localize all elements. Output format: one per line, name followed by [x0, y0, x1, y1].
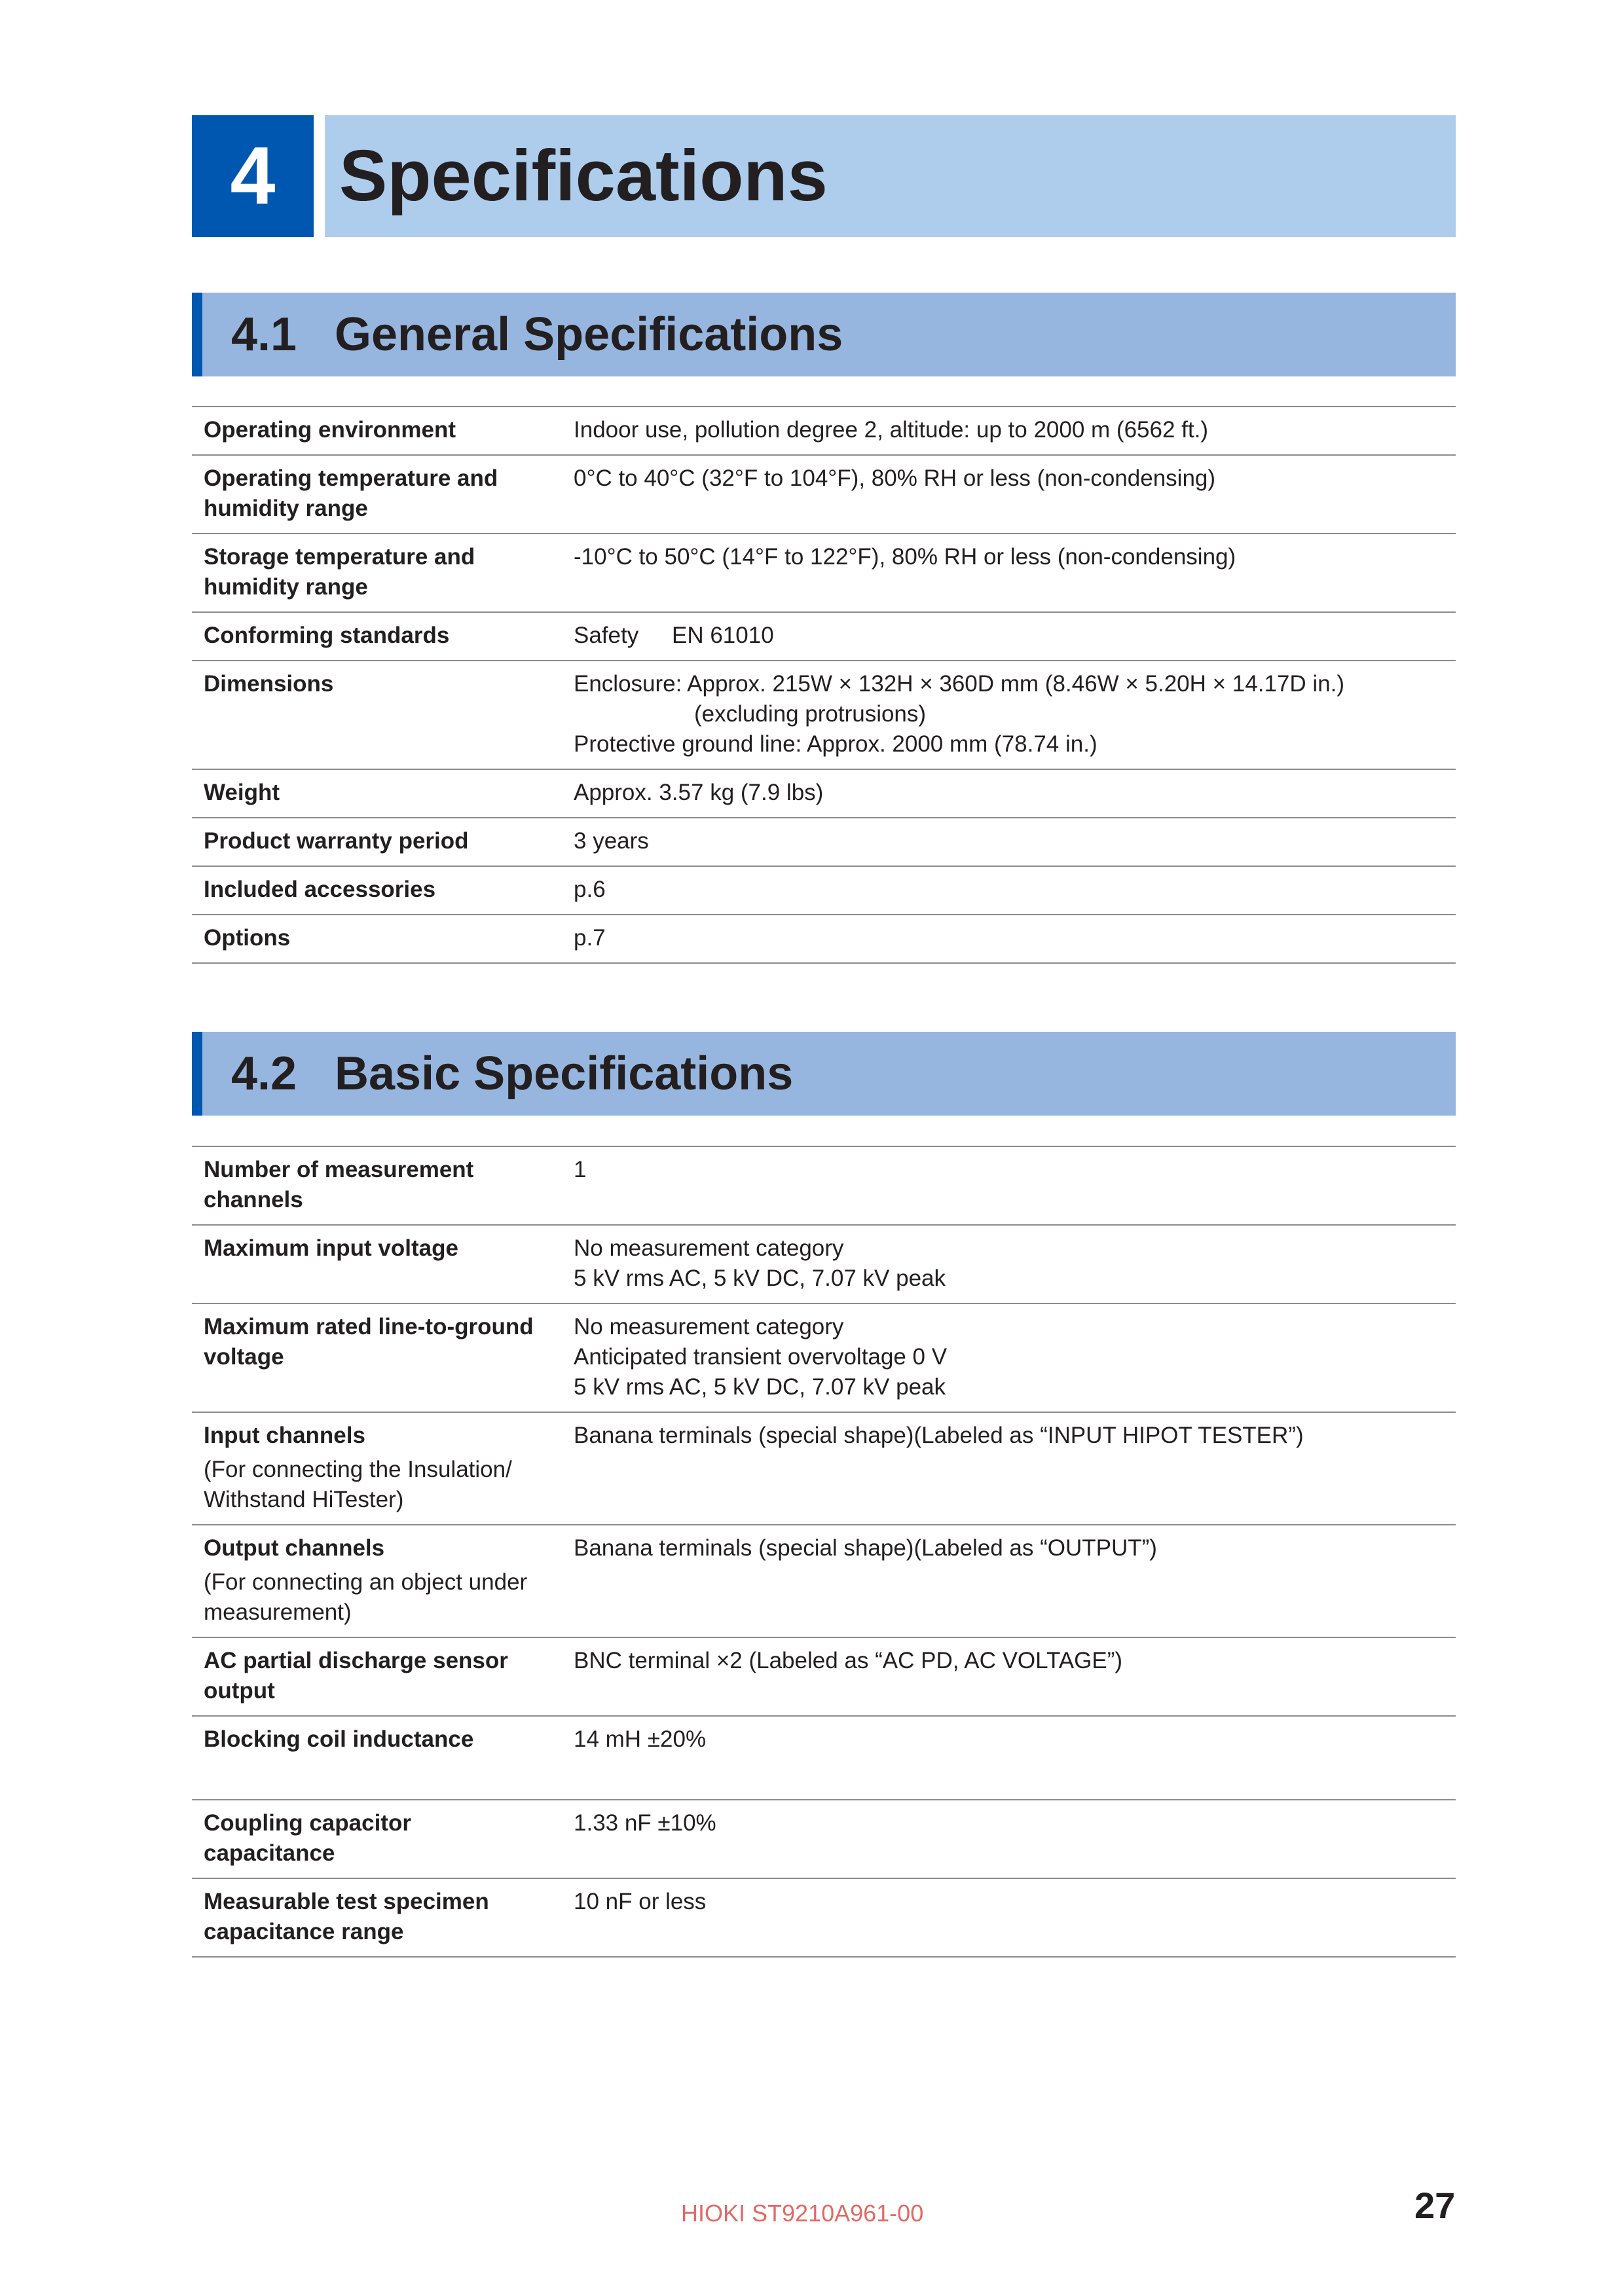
document-id: HIOKI ST9210A961-00 [681, 2200, 924, 2227]
spec-value: 10 nF or less [558, 1878, 1456, 1957]
spec-label: Conforming standards [192, 612, 558, 661]
spec-value: 3 years [558, 818, 1456, 866]
spec-label: AC partial discharge sensor output [192, 1637, 558, 1716]
table-row [192, 769, 1456, 818]
table-row [192, 661, 1456, 769]
table-row [192, 455, 1456, 534]
spec-label: Blocking coil inductance [192, 1716, 558, 1800]
spec-value: -10°C to 50°C (14°F to 122°F), 80% RH or less (non-condensing) [558, 534, 1456, 612]
spec-label: Operating environment [192, 407, 558, 455]
section-header-general [192, 293, 1456, 376]
spec-value-line: No measurement category [574, 1235, 844, 1261]
page-number: 27 [1414, 2185, 1456, 2226]
spec-label-note: (For connecting the Insulation/ Withstand HiTester) [204, 1457, 512, 1512]
table-row [192, 915, 1456, 963]
chapter-title: Specifications [339, 136, 828, 216]
spec-label: Options [192, 915, 558, 963]
dimensions-enclosure: Enclosure: Approx. 215W × 132H × 360D mm (8.46W × 5.20H × 14.17D in.) [574, 671, 1344, 697]
spec-label: Storage temperature and humidity range [192, 534, 558, 612]
spec-label-note: (For connecting an object under measurement) [204, 1569, 528, 1625]
section-accent-bar [192, 1032, 202, 1116]
spec-label: Coupling capacitor capacitance [192, 1800, 558, 1878]
section-title: General Specifications [335, 308, 843, 361]
chapter-title-band [325, 115, 1456, 237]
table-row [192, 1225, 1456, 1303]
basic-spec-table [192, 1146, 1456, 1958]
spec-label: Maximum input voltage [192, 1225, 558, 1303]
spec-label [192, 1525, 558, 1637]
spec-label-text: Input channels [204, 1423, 365, 1448]
table-row [192, 534, 1456, 612]
spec-label: Number of measurement channels [192, 1146, 558, 1225]
spec-value-link[interactable]: p.6 [558, 866, 1456, 915]
table-row [192, 1800, 1456, 1878]
standard-id: EN 61010 [672, 623, 774, 648]
standard-category: Safety [574, 623, 639, 648]
spec-value: 1 [558, 1146, 1456, 1225]
spec-value [558, 612, 1456, 661]
spec-value [558, 1303, 1456, 1412]
spec-value-line: 5 kV rms AC, 5 kV DC, 7.07 kV peak [574, 1374, 946, 1400]
spec-value: BNC terminal ×2 (Labeled as “AC PD, AC VOLTAGE”) [558, 1637, 1456, 1716]
table-row [192, 407, 1456, 455]
table-row [192, 612, 1456, 661]
spec-value: 0°C to 40°C (32°F to 104°F), 80% RH or less (non-condensing) [558, 455, 1456, 534]
table-row [192, 866, 1456, 915]
table-row [192, 818, 1456, 866]
dimensions-ground-line: Protective ground line: Approx. 2000 mm (78.74 in.) [574, 731, 1098, 757]
section-title: Basic Specifications [335, 1048, 794, 1100]
spec-label: Measurable test specimen capacitance range [192, 1878, 558, 1957]
table-row [192, 1525, 1456, 1637]
section-accent-bar [192, 293, 202, 376]
spec-value-link[interactable]: p.7 [558, 915, 1456, 963]
spec-value [558, 1225, 1456, 1303]
table-row [192, 1878, 1456, 1957]
spec-value: Indoor use, pollution degree 2, altitude: up to 2000 m (6562 ft.) [558, 407, 1456, 455]
spec-label: Product warranty period [192, 818, 558, 866]
spec-value-line: Anticipated transient overvoltage 0 V [574, 1344, 948, 1370]
spec-label: Maximum rated line-to-ground voltage [192, 1303, 558, 1412]
spec-label-text: Output channels [204, 1535, 385, 1561]
spec-value: 1.33 nF ±10% [558, 1800, 1456, 1878]
spec-label: Operating temperature and humidity range [192, 455, 558, 534]
spec-value [558, 661, 1456, 769]
table-row [192, 1412, 1456, 1525]
spec-value-line: No measurement category [574, 1314, 844, 1339]
table-row [192, 1716, 1456, 1800]
section-number: 4.2 [231, 1048, 297, 1100]
chapter-number: 4 [192, 115, 314, 237]
section-number: 4.1 [231, 308, 297, 361]
spec-label [192, 1412, 558, 1525]
chapter-header [192, 115, 1456, 237]
spec-label: Included accessories [192, 866, 558, 915]
section-header-basic [192, 1032, 1456, 1116]
spec-value-line: 5 kV rms AC, 5 kV DC, 7.07 kV peak [574, 1266, 946, 1291]
spec-label: Weight [192, 769, 558, 818]
dimensions-note: (excluding protrusions) [694, 701, 927, 727]
table-row [192, 1146, 1456, 1225]
spec-value: Banana terminals (special shape)(Labeled as “INPUT HIPOT TESTER”) [558, 1412, 1456, 1525]
spec-label: Dimensions [192, 661, 558, 769]
spec-value: Approx. 3.57 kg (7.9 lbs) [558, 769, 1456, 818]
spec-value: Banana terminals (special shape)(Labeled as “OUTPUT”) [558, 1525, 1456, 1637]
general-spec-table [192, 406, 1456, 964]
spec-value: 14 mH ±20% [558, 1716, 1456, 1800]
table-row [192, 1303, 1456, 1412]
table-row [192, 1637, 1456, 1716]
